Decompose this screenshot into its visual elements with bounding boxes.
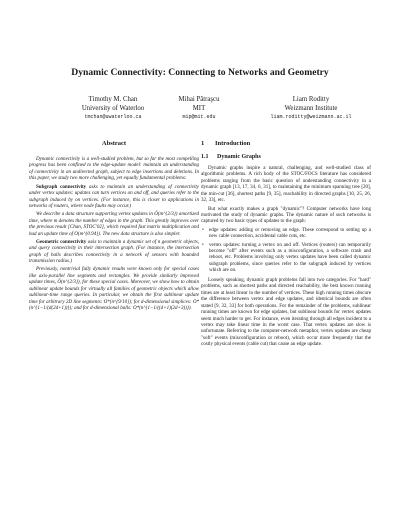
author-name: Timothy M. Chan bbox=[88, 96, 138, 103]
list-item bbox=[201, 227, 371, 240]
section-title: Introduction bbox=[215, 140, 251, 147]
run-in-heading: Geometric connectivity bbox=[36, 238, 87, 245]
subsection-heading bbox=[201, 153, 371, 161]
section-heading bbox=[201, 140, 371, 148]
author-roditty bbox=[236, 96, 386, 121]
abstract-paragraph bbox=[29, 239, 199, 265]
abstract-paragraph: We describe a data structure supporting vertex updates in Õ(m^{2/3}) amortized time, where m denotes the number of edges in the graph. This greatly improves over the previous result [Chan, STOC'02], which required fast matrix multiplication and had an update time of O(m^{0.94}). The new data structure is also simpler. bbox=[29, 211, 199, 237]
abstract-paragraph: Previously, nontrivial fully dynamic results were known only for special cases like axis-parallel line segments and rectangles. We provide similarly improved update times, Õ(n^{2/3}), for these special cases. Moreover, we show how to obtain sublinear update bounds for virtually all families of geometric objects which allow sublinear-time range queries. In particular, we obtain the first sublinear update time for arbitrary 2D line segments: O*(n^{9/10}); for d-dimensional simplices: O*(n^{1−1/(d(2d+1))}); and for d-dimensional balls: O*(n^{1−1/((d+1)(2d+3))}). bbox=[29, 266, 199, 312]
author-name: Liam Roditty bbox=[292, 96, 330, 103]
author-affiliation: University of Waterloo bbox=[81, 104, 145, 112]
abstract-paragraph: Dynamic connectivity is a well-studied problem, but so far the most compelling progress has been confined to the edge-update model: maintain an understanding of connectivity in an undirected graph, subject to edge insertions and deletions. In this paper, we study two more challenging, yet equally fundamental problems: bbox=[29, 156, 199, 182]
abstract-column bbox=[29, 140, 199, 313]
list-item bbox=[201, 242, 371, 274]
body-paragraph: Dynamic graphs inspire a natural, challenging, and well-studied class of algorithmic problems. A rich body of the STOC/FOCS literature has considered problems ranging from the basic question of understanding connectivity in a dynamic graph [13, 17, 34, 6, 31], to maintaining the minimum spanning tree [20], the min-cut [36], shortest paths [9, 35], reachability in directed graphs [10, 25, 26, 32, 33], etc. bbox=[201, 165, 371, 204]
author-email: mip@mit.edu bbox=[182, 114, 216, 120]
author-name: Mihai Pătraşcu bbox=[178, 96, 220, 103]
paragraph-text: asks to maintain an understanding of connectivity under vertex updates: updates can turn vertices on and off, and queries refer to the subgraph induced by on vertices. (For instance, this is closer to applications in networks of routers, where node faults may occur.) bbox=[29, 183, 200, 209]
abstract-paragraph bbox=[29, 184, 199, 210]
body-paragraph: Loosely speaking, dynamic graph problems fall into two categories. For "hard" problems, such as shortest paths and directed reachability, the best known running times are at least linear in the number of vertices. These high running times obscure the difference between vertex and edge updates, and identical bounds are often stated [9, 32, 33] for both operations. For the remainder of the problems, sublinear running times are known for edge updates, but sublinear bounds for vertex updates seem much harder to get. For instance, even iterating through all edges incident to a vertex may take linear time in the worst case. That vertex updates are slow is unfortunate. Referring to the computer-network metaphor, vertex updates are cheap "soft" events (misconfiguration or reboot), which occur more frequently that the costly physical events (cable cut) that cause an edge update. bbox=[201, 276, 371, 348]
introduction-column bbox=[201, 140, 371, 350]
author-email: liam.roditty@weizmann.ac.il bbox=[270, 114, 352, 120]
bullet-icon: • bbox=[202, 241, 204, 248]
author-affiliation: Weizmann Institute bbox=[284, 104, 338, 112]
author-block bbox=[0, 96, 400, 126]
run-in-heading: Subgraph connectivity bbox=[36, 183, 87, 190]
subsection-number: 1.1 bbox=[201, 154, 209, 160]
list-item-text: vertex updates: turning a vertex on and off. Vertices (routers) can temporarily become "off" after events such as a misconfiguration, a software crash and reboot, etc. Problems involving only vertex updates have been called dynamic subgraph problems, since queries refer to the subgraph induced by vertices which are on. bbox=[209, 241, 371, 274]
section-number: 1 bbox=[201, 140, 205, 147]
body-paragraph: But what exactly makes a graph "dynamic"? Computer networks have long motivated the study of dynamic graphs. The dynamic nature of such networks is captured by two basic types of updates to the graph: bbox=[201, 205, 371, 225]
subsection-title: Dynamic Graphs bbox=[217, 154, 261, 160]
update-types-list bbox=[201, 227, 371, 274]
author-affiliation: MIT bbox=[192, 104, 206, 112]
paper-title: Dynamic Connectivity: Connecting to Networks and Geometry bbox=[71, 67, 329, 78]
paragraph-text: asks to maintain a dynamic set of n geometric objects, and query connectivity in their intersection graph. (For instance, the intersection graph of balls describes connectivity in a network of sensors with bounded transmission radius.) bbox=[29, 238, 200, 265]
list-item-text: edge updates: adding or removing an edge. These correspond to setting up a new cable connection, accidental cable cuts, etc. bbox=[209, 226, 371, 240]
author-email: tmchan@uwaterloo.ca bbox=[84, 114, 142, 120]
bullet-icon: • bbox=[202, 226, 204, 233]
abstract-heading: Abstract bbox=[101, 140, 127, 147]
